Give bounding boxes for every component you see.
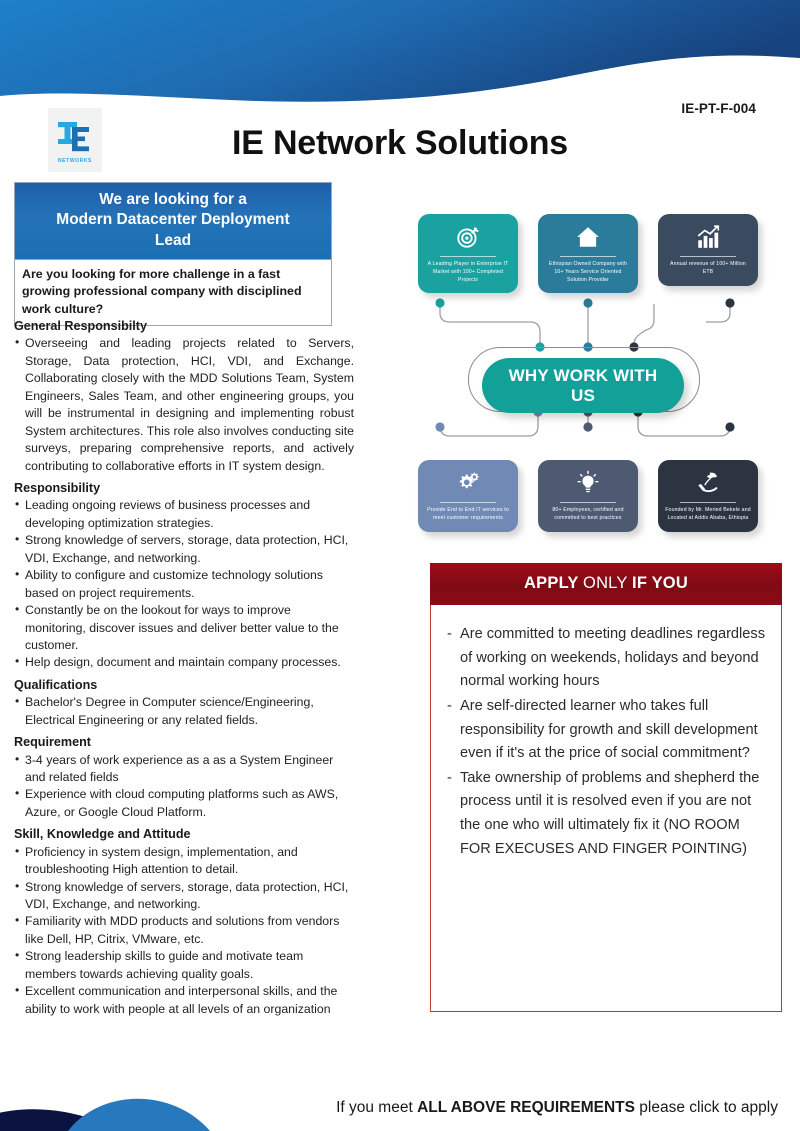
card-text: Founded by Mr. Meried Bekele and Located at Addis Ababa, Ethiopia: [665, 507, 751, 521]
card-text: Provide End to End IT services to meet customer requirements: [427, 507, 509, 521]
apply-footer-note[interactable]: [336, 1099, 778, 1117]
list-item: • 3-4 years of work experience as a as a System Engineer and related fields: [14, 752, 354, 787]
footer-emphasis: ALL ABOVE REQUIREMENTS: [417, 1099, 635, 1116]
target-icon: [455, 224, 481, 250]
why-work-with-us-diagram: [410, 208, 788, 553]
hub-label-line-1: WHY WORK WITH: [508, 366, 658, 386]
job-question: Are you looking for more challenge in a fast growing professional company with disciplined work culture?: [14, 260, 332, 325]
card-divider: [680, 256, 736, 257]
list-item: • Leading ongoing reviews of business processes and developing optimization strategies.: [14, 497, 354, 532]
logo-subtext: NETWORKS: [58, 157, 92, 164]
footer-decoration: [0, 1061, 300, 1131]
section-list: [14, 694, 354, 729]
footer-suffix: please click to apply: [634, 1099, 778, 1116]
list-item: • Strong knowledge of servers, storage, data protection, HCI, VDI, Exchange, and networking.: [14, 532, 354, 567]
section-list: [14, 752, 354, 822]
diagram-card-founded-by: [658, 460, 758, 532]
bar-chart-icon: [695, 224, 721, 250]
diagram-card-annual-revenue: [658, 214, 758, 286]
section-heading: General Responsibilty: [14, 319, 147, 333]
section-list: [14, 335, 354, 475]
section-heading: Qualifications: [14, 677, 98, 692]
diagram-card-leading-player: [418, 214, 518, 293]
list-item: - Are committed to meeting deadlines regardless of working on weekends, holidays and beyond normal working hours: [447, 623, 765, 694]
card-text: Annual revenue of 100+ Million ETB: [670, 261, 746, 275]
list-item: - Are self-directed learner who takes full responsibility for growth and skill development even if it's at the price of social commitment?: [447, 695, 765, 766]
hub-label-line-2: US: [570, 385, 596, 405]
apply-box-body: [430, 605, 782, 1012]
section-requirement: [14, 734, 354, 821]
card-divider: [560, 256, 616, 257]
section-list: [14, 844, 354, 1019]
hub-label: [509, 366, 658, 404]
section-general-responsibility: [14, 318, 354, 475]
job-details-column: [14, 318, 354, 1018]
apply-title-bold-1: APPLY: [524, 574, 584, 592]
job-title-line-2: Modern Datacenter Deployment: [56, 211, 290, 229]
card-text: A Leading Player in Enterprise IT Market with 100+ Completed Projects: [427, 261, 509, 283]
header-wave-decoration: [0, 0, 800, 130]
hand-leaf-icon: [695, 470, 721, 496]
diagram-card-end-to-end-services: [418, 460, 518, 532]
job-title-card: [14, 182, 332, 326]
section-heading: Requirement: [14, 735, 91, 750]
list-item: - Take ownership of problems and shepherd the process until it is resolved even if you are not the one who will ultimately fix it (NO ROOM FOR EXECUSES AND FINGER POINTING): [447, 767, 765, 862]
list-item: • Bachelor's Degree in Computer science/Engineering, Electrical Engineering or any related fields.: [14, 694, 354, 729]
job-title-line-1: We are looking for a: [99, 191, 247, 208]
list-item: • Experience with cloud computing platforms such as AWS, Azure, or Google Cloud Platform.: [14, 786, 354, 821]
apply-title-bold-2: IF YOU: [632, 574, 688, 592]
list-item: • Constantly be on the lookout for ways to improve monitoring, discover issues and deliver better value to the customer.: [14, 602, 354, 654]
apply-criteria-list: [447, 623, 765, 861]
diagram-card-employees-certified: [538, 460, 638, 532]
apply-box-header: [430, 563, 782, 605]
apply-requirements-box: [430, 563, 782, 1012]
card-text: 80+ Employees, certified and committed to best practices: [552, 507, 624, 521]
section-qualifications: [14, 677, 354, 729]
list-item: • Excellent communication and interpersonal skills, and the ability to work with people at all levels of an organization: [14, 983, 354, 1018]
list-item: • Proficiency in system design, implementation, and troubleshooting High attention to detail.: [14, 844, 354, 879]
diagram-card-ethiopian-owned: [538, 214, 638, 293]
section-heading: Skill, Knowledge and Attitude: [14, 827, 191, 842]
list-item: • Strong leadership skills to guide and motivate team members towards achieving quality goals.: [14, 948, 354, 983]
section-heading: Responsibility: [14, 480, 101, 495]
section-list: [14, 497, 354, 672]
list-item: • Help design, document and maintain company processes.: [14, 654, 354, 671]
list-item: • Strong knowledge of servers, storage, data protection, HCI, VDI, Exchange, and networking.: [14, 879, 354, 914]
card-divider: [440, 502, 496, 503]
document-code: IE-PT-F-004: [681, 101, 756, 116]
footer-prefix: If you meet: [336, 1099, 418, 1116]
home-icon: [575, 224, 601, 250]
gears-icon: [455, 470, 481, 496]
section-responsibility: [14, 480, 354, 672]
lightbulb-icon: [575, 470, 601, 496]
apply-title-light: ONLY: [583, 574, 633, 592]
job-title-line-3: Lead: [154, 231, 192, 249]
page-title: IE Network Solutions: [231, 124, 569, 162]
list-item: • Overseeing and leading projects related to Servers, Storage, Data protection, HCI, VDI, and Exchange. Collaborating closely with the MDD Solutions Team, System Engineers, Sales Team, and other engineering groups, you will be instrumental in designing and implementing robust System architectures. This role also involves conducting site surveys, preparing comprehensive reports, and actively contributing to collaborative efforts in IT system design.: [14, 335, 354, 475]
card-divider: [440, 256, 496, 257]
section-skill-knowledge-attitude: [14, 826, 354, 1018]
list-item: • Ability to configure and customize technology solutions based on project requirements.: [14, 567, 354, 602]
hub-label-container: [482, 358, 684, 413]
list-item: • Familiarity with MDD products and solutions from vendors like Dell, HP, Citrix, VMware, etc.: [14, 913, 354, 948]
card-divider: [680, 502, 736, 503]
job-title-header: [14, 182, 332, 260]
card-divider: [560, 502, 616, 503]
card-text: Ethiopian Owned Company with 10+ Years Service Oriented Solution Provider: [548, 261, 628, 283]
